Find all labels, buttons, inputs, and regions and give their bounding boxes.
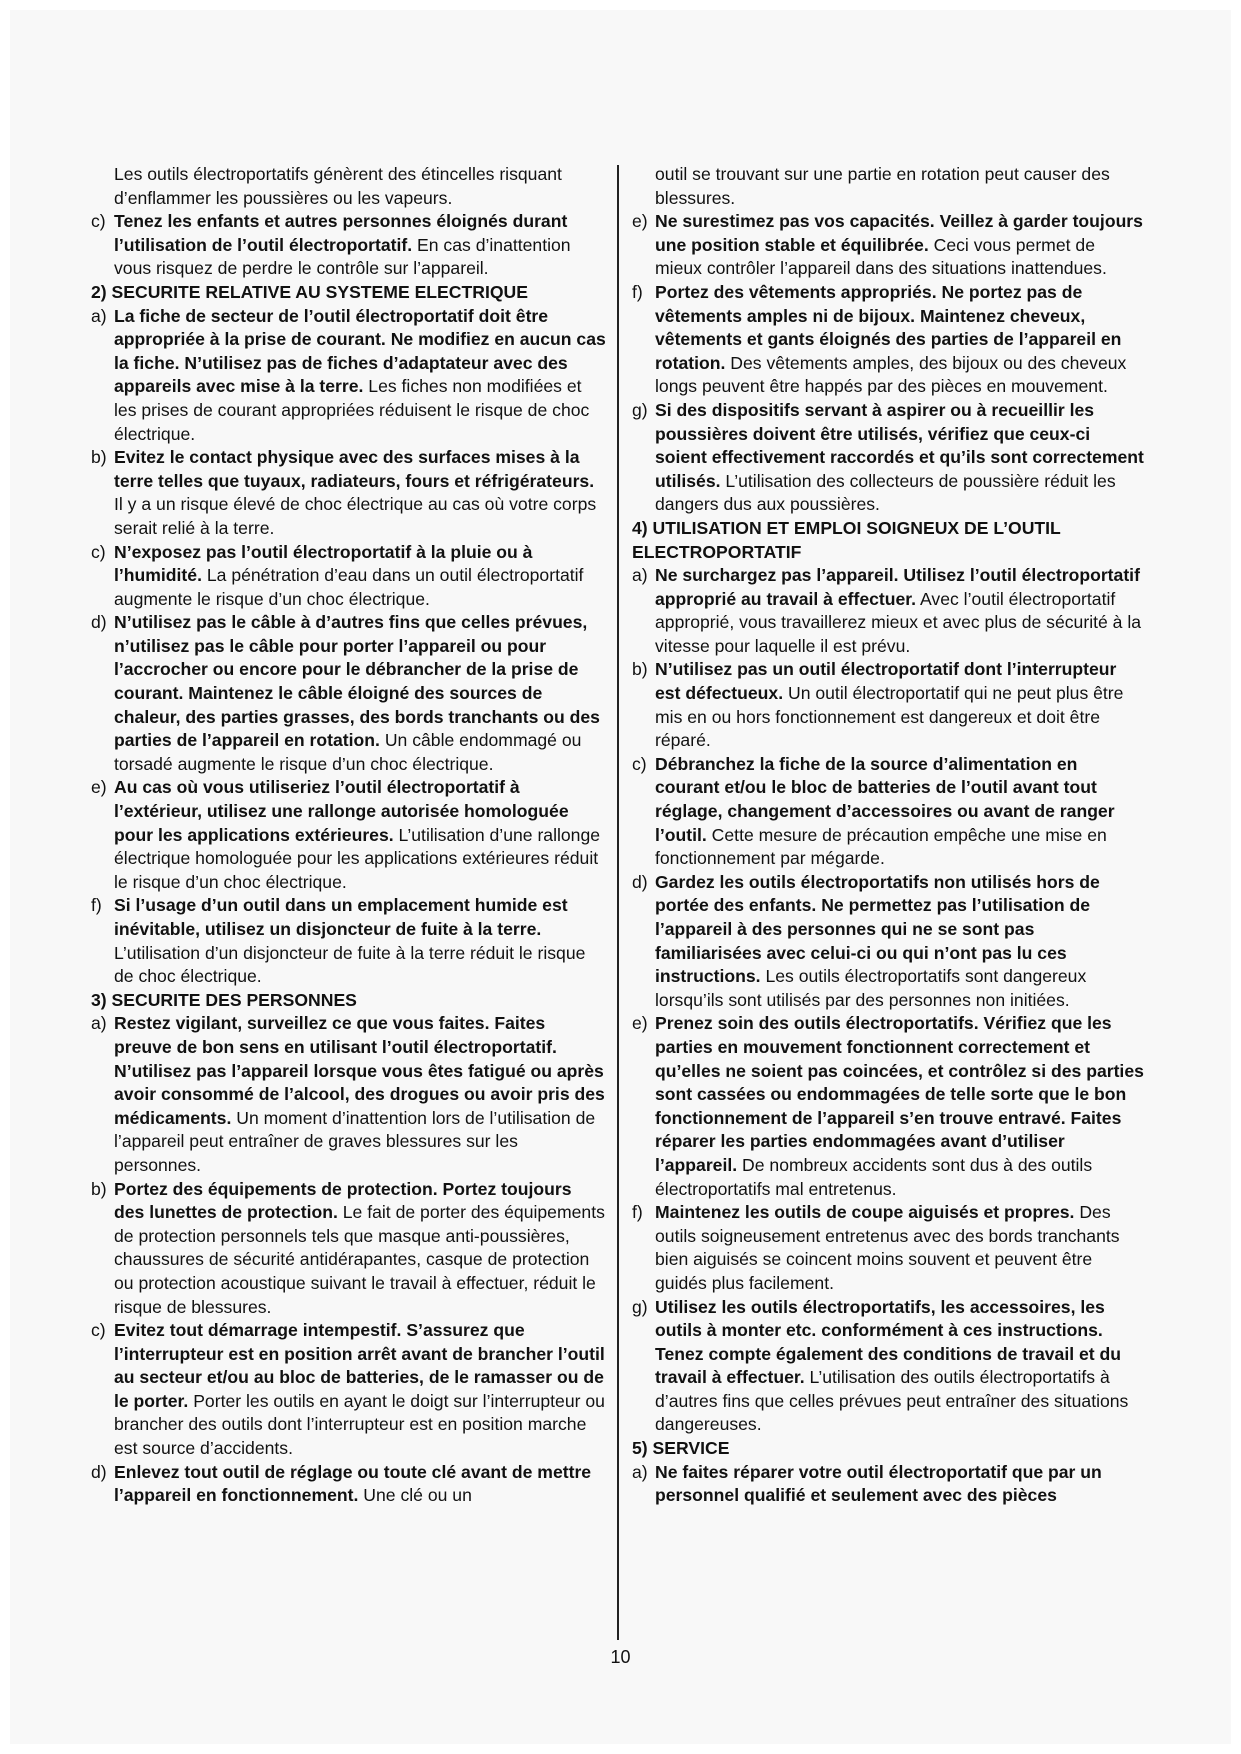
item-bold-text: Tenez les enfants et autres personnes éloignés durant l’utilisation de l’outil électroportatif. (114, 211, 568, 255)
list-item (632, 399, 1144, 517)
list-item (632, 210, 1144, 281)
item-label: c) (91, 541, 106, 562)
item-text: L’utilisation d’une rallonge électrique homologuée pour les applications extérieures réduit le risque d’un choc électrique. (114, 824, 601, 892)
item-label: f) (632, 281, 643, 302)
item-bold-text: N’exposez pas l’outil électroportatif à la pluie ou à l’humidité. (114, 541, 533, 586)
item-text: Le fait de porter des équipements de protection personnels tels que masque anti-poussières, chaussures de sécurité antidérapantes, casque de protection ou protection acoustique suivant le travail à effectuer, réduit le risque de blessures. (114, 1202, 605, 1317)
item-text: Porter les outils en ayant le doigt sur l’interrupteur ou brancher des outils dont l’interrupteur est en position marche est source d’accidents. (114, 1390, 605, 1459)
continuation-text: Les outils électroportatifs génèrent des étincelles risquant d’enflammer les poussières ou les vapeurs. (114, 164, 562, 208)
item-label: a) (632, 1461, 648, 1482)
item-bold-text: Maintenez les outils de coupe aiguisés et propres. (655, 1202, 1075, 1223)
item-label: g) (632, 1296, 648, 1317)
list-item (91, 1178, 606, 1320)
item-label: f) (632, 1202, 643, 1223)
list-item (632, 1296, 1144, 1438)
item-bold-text: Ne surestimez pas vos capacités. Veillez à garder toujours une position stable et équilibrée. (655, 211, 1143, 255)
list-item (91, 541, 606, 612)
item-text: De nombreux accidents sont dus à des outils électroportatifs mal entretenus. (655, 1154, 1093, 1199)
right-column (632, 163, 1144, 1508)
item-bold-text: La fiche de secteur de l’outil électroportatif doit être appropriée à la prise de courant. Ne modifiez en aucun cas la fiche. N’utilisez pas de fiches d’adaptateur avec des appareils avec mise à la terre. (114, 305, 606, 397)
item-bold-text: Ne surchargez pas l’appareil. Utilisez l’outil électroportatif approprié au travail à effectuer. (655, 565, 1140, 609)
item-text: Un moment d’inattention lors de l’utilisation de l’appareil peut entraîner de graves blessures sur les personnes. (114, 1107, 596, 1175)
item-label: b) (91, 1178, 107, 1199)
item-text: Ceci vous permet de mieux contrôler l’appareil dans des situations inattendues. (655, 234, 1107, 279)
item-label: c) (632, 753, 647, 774)
item-bold-text: Portez des équipements de protection. Portez toujours des lunettes de protection. (114, 1178, 572, 1223)
item-text: Un outil électroportatif qui ne peut plus être mis en ou hors fonctionnement est dangereux et doit être réparé. (655, 683, 1124, 751)
section-heading: 2) SECURITE RELATIVE AU SYSTEME ELECTRIQUE (91, 281, 528, 302)
item-bold-text: Evitez le contact physique avec des surfaces mises à la terre telles que tuyaux, radiateurs, fours et réfrigérateurs. (114, 447, 595, 491)
item-text: L’utilisation des outils électroportatifs à d’autres fins que celles prévues peut entraîner des situations dangereuses. (655, 1367, 1129, 1435)
item-text: La pénétration d’eau dans un outil électroportatif augmente le risque d’un choc électrique. (114, 565, 584, 609)
item-bold-text: Restez vigilant, surveillez ce que vous faites. Faites preuve de bon sens en utilisant l’outil électroportatif. N’utilisez pas l’appareil lorsque vous êtes fatigué ou après avoir consommé de l’alcool, des drogues ou avoir pris des médicaments. (114, 1013, 605, 1128)
item-bold-text: Au cas où vous utiliseriez l’outil électroportatif à l’extérieur, utilisez une rallonge autorisée homologuée pour les applications extérieures. (114, 777, 569, 845)
item-text: Les outils électroportatifs sont dangereux lorsqu’ils sont utilisés par des personnes non initiées. (655, 966, 1087, 1010)
left-column (91, 163, 606, 1508)
item-text: Des outils soigneusement entretenus avec des bords tranchants bien aiguisés se coincent moins souvent et peuvent être guidés plus facilement. (655, 1202, 1120, 1293)
list-item (632, 564, 1144, 658)
list-item (91, 1319, 606, 1461)
list-item (91, 1461, 606, 1508)
item-bold-text: Enlevez tout outil de réglage ou toute clé avant de mettre l’appareil en fonctionnement. (114, 1461, 592, 1506)
item-label: a) (632, 565, 648, 586)
item-text: Il y a un risque élevé de choc électrique au cas où votre corps serait relié à la terre. (114, 494, 597, 538)
item-label: d) (91, 612, 107, 633)
item-bold-text: Utilisez les outils électroportatifs, les accessoires, les outils à monter etc. conformément à ces instructions. Tenez compte également des conditions de travail et du travail à effectuer. (655, 1296, 1122, 1388)
list-item (91, 305, 606, 447)
item-bold-text: Si l’usage d’un outil dans un emplacement humide est inévitable, utilisez un disjoncteur de fuite à la terre. (114, 895, 568, 939)
list-item (632, 1461, 1144, 1508)
item-text: L’utilisation des collecteurs de poussière réduit les dangers dus aux poussières. (655, 470, 1116, 515)
section-heading: 5) SERVICE (632, 1438, 730, 1459)
list-item (632, 281, 1144, 399)
item-text: L’utilisation d’un disjoncteur de fuite à la terre réduit le risque de choc électrique. (114, 942, 586, 987)
section-heading: 3) SECURITE DES PERSONNES (91, 989, 357, 1010)
item-label: d) (632, 871, 648, 892)
item-text: Un câble endommagé ou torsadé augmente le risque d’un choc électrique. (114, 730, 582, 774)
page-number: 10 (610, 1647, 631, 1667)
list-item (91, 776, 606, 894)
list-item (632, 871, 1144, 1013)
item-bold-text: Débranchez la fiche de la source d’alimentation en courant et/ou le bloc de batteries de l’outil avant tout réglage, changement d’accessoires ou avant de ranger l’outil. (655, 753, 1115, 845)
item-bold-text: Ne faites réparer votre outil électroportatif que par un personnel qualifié et seulement avec des pièces (655, 1461, 1102, 1506)
item-label: d) (91, 1461, 107, 1482)
list-item (91, 446, 606, 540)
list-item (632, 753, 1144, 871)
item-text: Une clé ou un (358, 1485, 472, 1506)
continuation-text: outil se trouvant sur une partie en rotation peut causer des blessures. (655, 164, 1110, 208)
item-label: e) (91, 777, 107, 798)
item-bold-text: Gardez les outils électroportatifs non utilisés hors de portée des enfants. Ne permettez pas l’utilisation de l’appareil à des personnes qui ne se sont pas familiarisées avec celui-ci ou qui n’ont pas lu ces instructions. (655, 871, 1100, 987)
list-item (91, 611, 606, 776)
item-text: Des vêtements amples, des bijoux ou des cheveux longs peuvent être happés par des pièces en mouvement. (655, 352, 1127, 397)
item-label: f) (91, 895, 102, 916)
column-divider (617, 165, 619, 1640)
item-bold-text: Portez des vêtements appropriés. Ne portez pas de vêtements amples ni de bijoux. Maintenez cheveux, vêtements et gants éloignés des parties de l’appareil en rotation. (655, 281, 1122, 373)
item-label: b) (632, 659, 648, 680)
item-label: c) (91, 1320, 106, 1341)
list-item (91, 894, 606, 988)
item-bold-text: N’utilisez pas le câble à d’autres fins que celles prévues, n’utilisez pas le câble pour porter l’appareil ou pour l’accrocher ou encore pour le débrancher de la prise de courant. Maintenez le câble éloigné des sources de chaleur, des parties grasses, des bords tranchants ou des parties de l’appareil en rotation. (114, 612, 600, 751)
item-bold-text: Evitez tout démarrage intempestif. S’assurez que l’interrupteur est en position arrêt avant de brancher l’outil au secteur et/ou au bloc de batteries, de le ramasser ou de le porter. (114, 1320, 605, 1411)
item-label: g) (632, 399, 648, 420)
item-text: Avec l’outil électroportatif approprié, vous travaillerez mieux et avec plus de sécurité à la vitesse pour laquelle il est prévu. (655, 588, 1142, 656)
item-text: Cette mesure de précaution empêche une mise en fonctionnement par mégarde. (655, 824, 1107, 869)
item-bold-text: N’utilisez pas un outil électroportatif dont l’interrupteur est défectueux. (655, 659, 1117, 704)
list-item (91, 210, 606, 281)
item-text: Les fiches non modifiées et les prises de courant appropriées réduisent le risque de choc électrique. (114, 376, 590, 444)
item-label: e) (632, 211, 648, 232)
item-label: e) (632, 1013, 648, 1034)
list-item (91, 1012, 606, 1177)
item-bold-text: Si des dispositifs servant à aspirer ou à recueillir les poussières doivent être utilisés, vérifiez que ceux-ci soient effectivement raccordés et qu’ils sont correctement utilisés. (655, 399, 1144, 491)
item-label: a) (91, 1013, 107, 1034)
list-item (632, 658, 1144, 752)
item-text: En cas d’inattention vous risquez de perdre le contrôle sur l’appareil. (114, 234, 571, 279)
item-bold-text: Prenez soin des outils électroportatifs. Vérifiez que les parties en mouvement fonctionnent correctement et qu’elles ne soient pas coincées, et contrôlez si des parties sont cassées ou endommagées de telle sorte que le bon fonctionnement de l’appareil s’en trouve entravé. Faites réparer les parties endommagées avant d’utiliser l’appareil. (655, 1013, 1144, 1175)
item-label: b) (91, 447, 107, 468)
list-item (632, 1201, 1144, 1295)
item-label: a) (91, 305, 107, 326)
item-label: c) (91, 211, 106, 232)
list-item (632, 1012, 1144, 1201)
section-heading: 4) UTILISATION ET EMPLOI SOIGNEUX DE L’OUTIL ELECTROPORTATIF (632, 517, 1061, 562)
